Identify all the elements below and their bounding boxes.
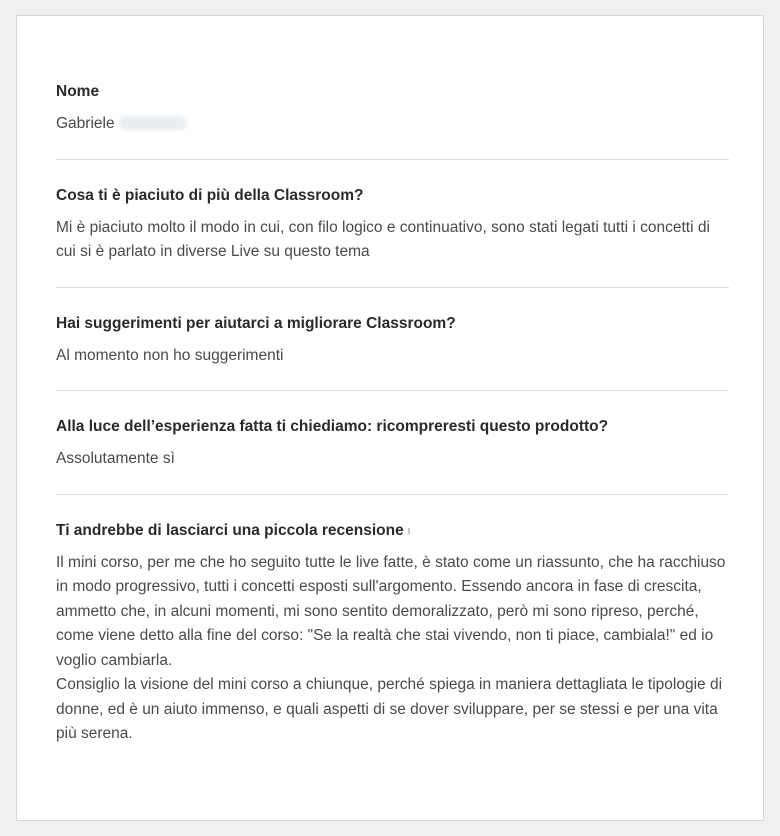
field-label: Alla luce dell’esperienza fatta ti chiediamo: ricompreresti questo prodotto?: [56, 418, 609, 435]
field-value: Mi è piaciuto molto il modo in cui, con filo logico e continuativo, sono stati legati tutti i concetti di cui si è parlato in diverse Live su questo tema: [56, 218, 710, 260]
field-name: [56, 82, 729, 160]
review-paragraph: Consiglio la visione del mini corso a chiunque, perché spiega in maniera dettagliata le tipologie di donne, ed è un aiuto immenso, e quali aspetti di se dover sviluppare, per se stessi e per una vita più serena.: [56, 676, 723, 742]
field-label: Nome: [56, 83, 100, 100]
field-value: [56, 551, 729, 747]
first-name-text: Gabriele: [56, 115, 115, 132]
field-value: Assolutamente sì: [56, 450, 175, 467]
field-review: [56, 521, 729, 769]
field-label: Cosa ti è piaciuto di più della Classroom?: [56, 186, 364, 204]
field-label: Hai suggerimenti per aiutarci a migliorare Classroom?: [56, 314, 456, 332]
form-response-card: [16, 15, 764, 821]
truncation-mark: [408, 528, 410, 534]
field-label: Ti andrebbe di lasciarci una piccola recensione: [56, 521, 404, 539]
redacted-surname: [119, 116, 187, 130]
field-label-wrapper: [56, 521, 729, 541]
field-value: [56, 112, 729, 137]
review-paragraph: Il mini corso, per me che ho seguito tutte le live fatte, è stato come un riassunto, che ha racchiuso in modo progressivo, tutti i concetti esposti sull'argomento. Essendo ancora in fase di crescita, ammetto che, in alcuni momenti, mi sono sentito demoralizzato, però mi sono ripreso, perché, come viene detto alla fine del corso: "Se la realtà che stai vivendo, non ti piace, cambiala!" ed io voglio cambiarla.: [56, 553, 726, 669]
field-repurchase: [56, 417, 729, 495]
field-value: Al momento non ho suggerimenti: [56, 346, 284, 364]
field-liked-most: [56, 186, 729, 288]
field-suggestions: [56, 314, 729, 392]
